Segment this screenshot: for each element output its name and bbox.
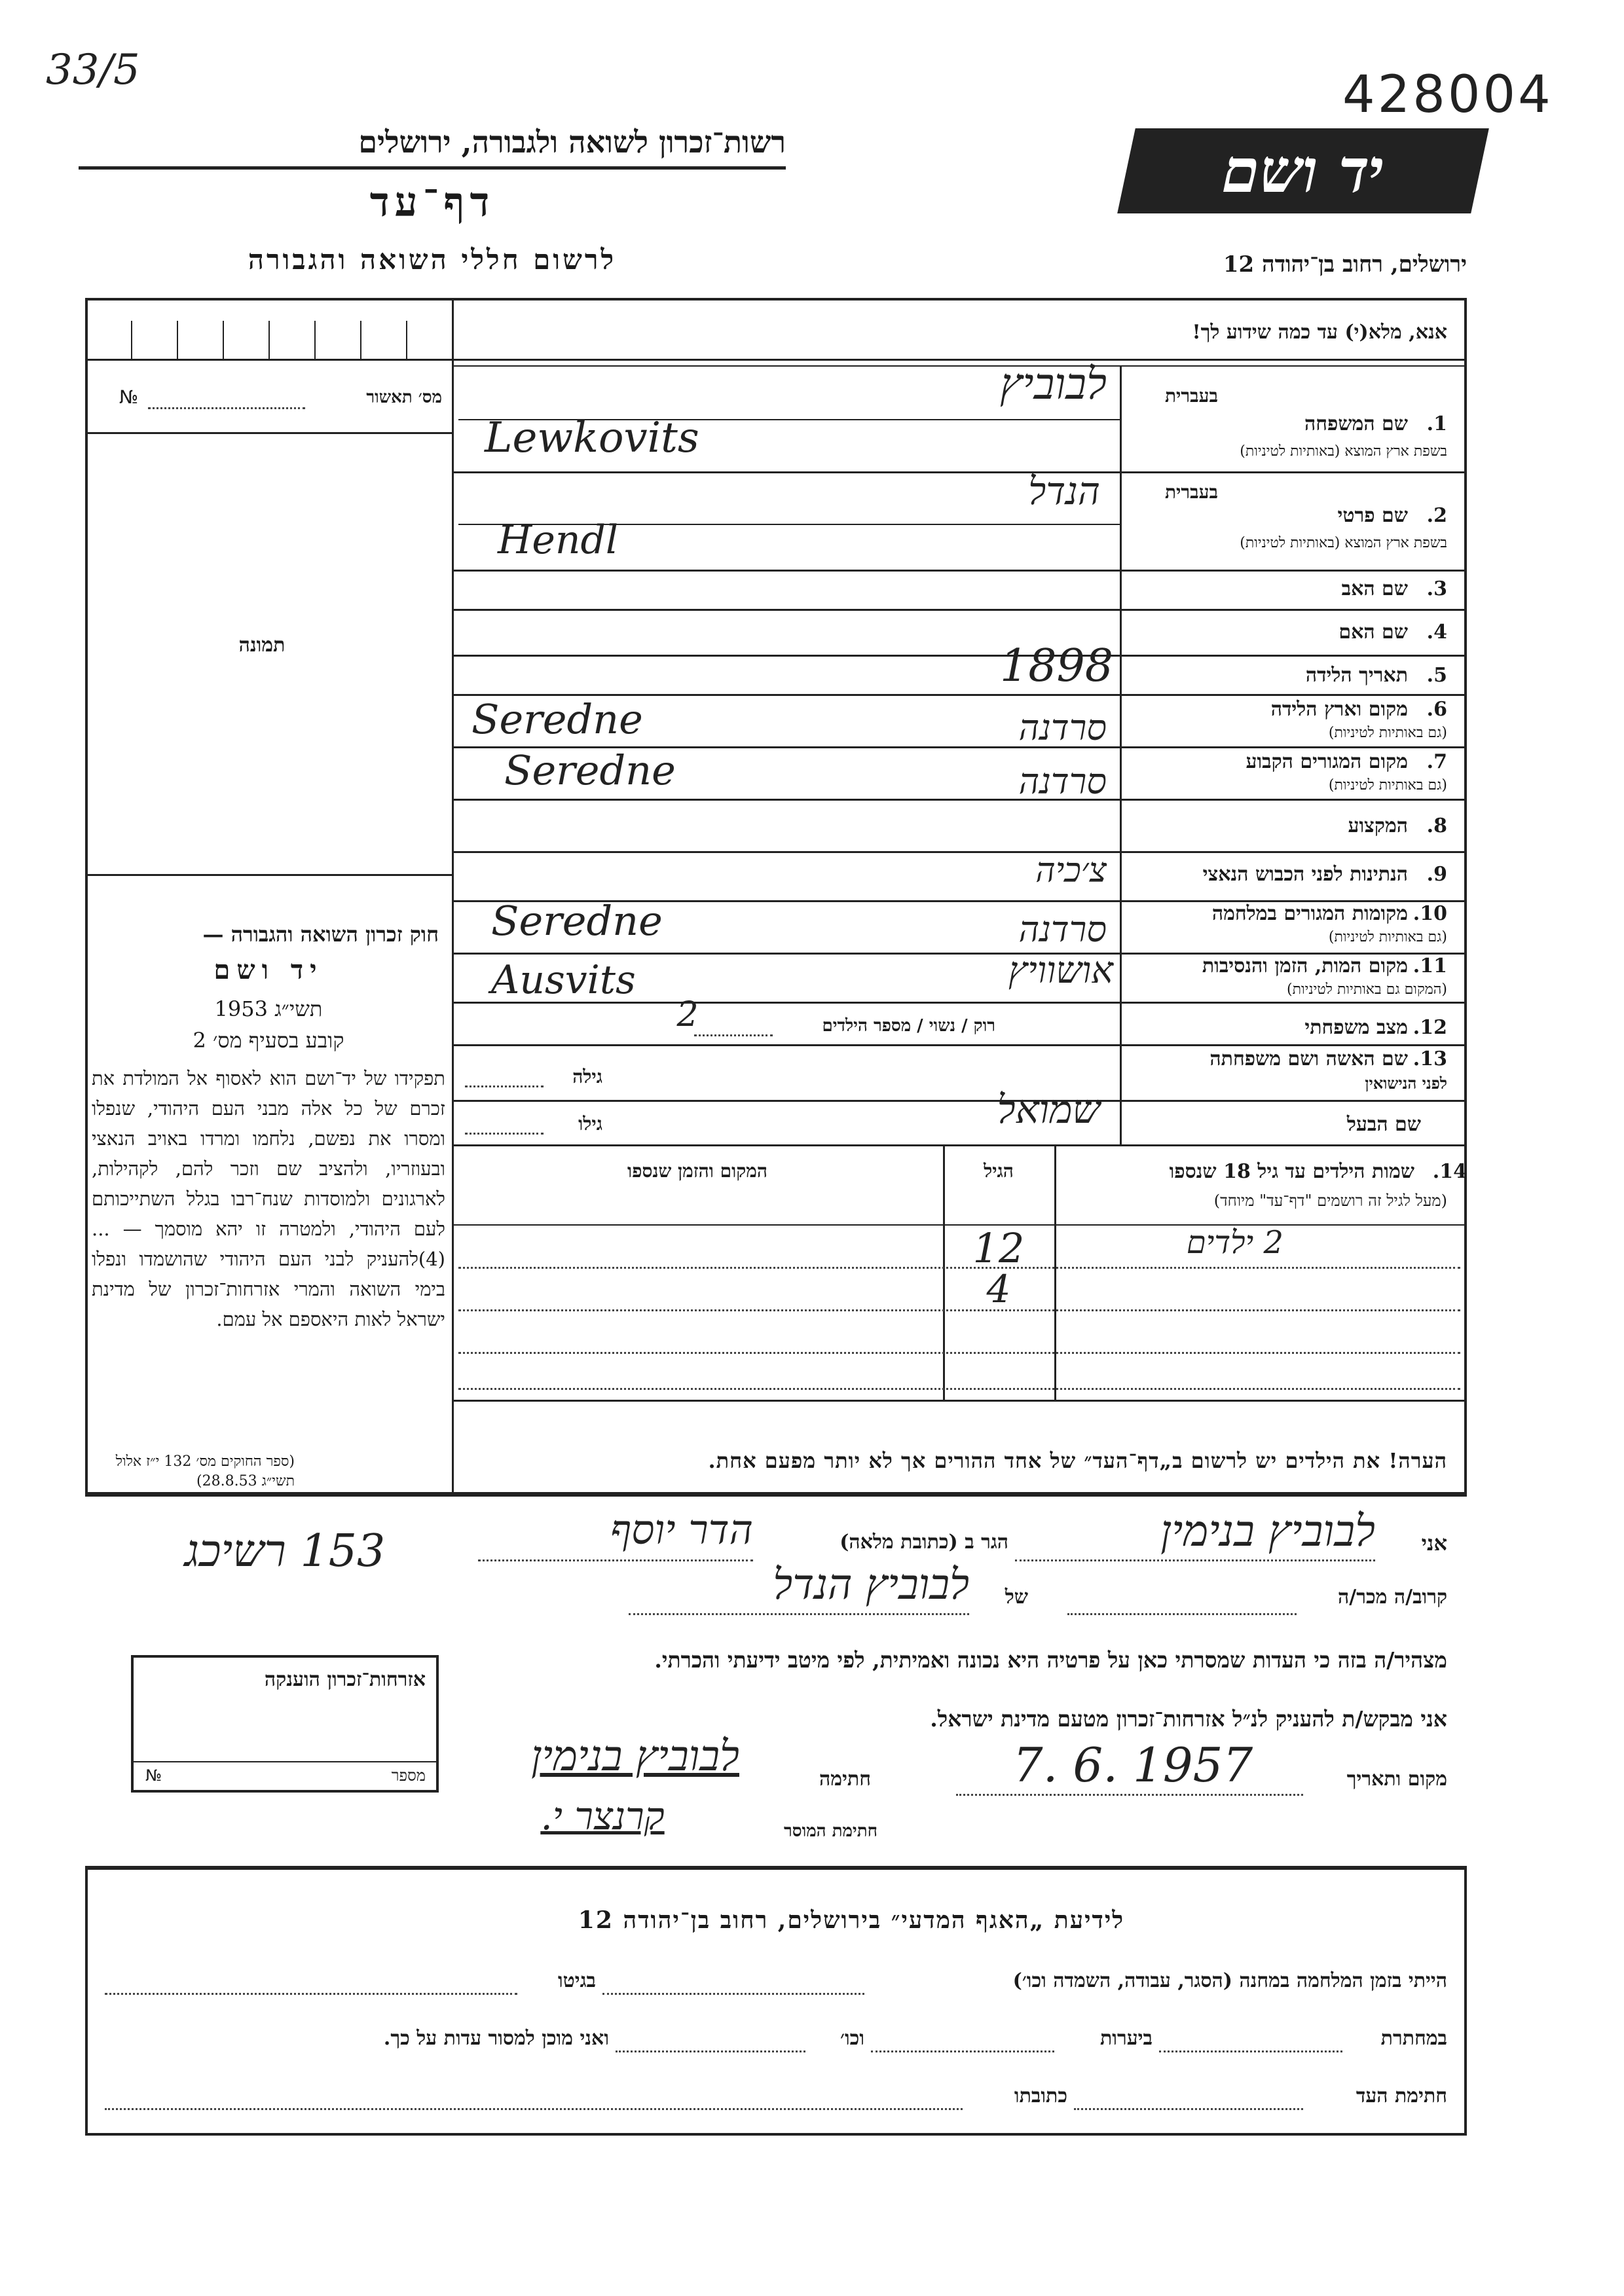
declarant-address-label: הגר ב (כתובת מלאה)	[840, 1531, 1008, 1554]
header-address: ירושלים, רחוב בן־יהודה 12	[1223, 251, 1467, 278]
field-9-label: הנתינות לפני הכבוש הנאצי	[1202, 863, 1408, 886]
field-2-value-latin: Hendl	[498, 517, 619, 563]
declarant-i-label: אני	[1421, 1531, 1447, 1556]
field-2-label: שם פרטי	[1337, 504, 1408, 527]
law-title: חוק זכרון השואה והגבורה —	[202, 922, 439, 947]
relative-name: לבוביץ הנדל	[773, 1561, 969, 1609]
field-13-number: 13.	[1412, 1048, 1447, 1070]
field-10-sub: (גם באותיות לטיניות)	[1328, 929, 1447, 945]
law-yadvashem: יד ושם	[213, 955, 323, 985]
field-1-label: שם המשפחה	[1304, 412, 1408, 435]
footer-line1-end: בגיטו	[557, 1969, 596, 1992]
approval-label: מס׳ תאשור	[366, 388, 442, 407]
law-clause: קובע בסעיף מס׳ 2	[193, 1028, 344, 1053]
field-7-label: מקום המגורים הקבוע	[1246, 750, 1408, 773]
field-3-label: שם האב	[1341, 577, 1408, 600]
field-10-value-latin: Seredne	[491, 897, 663, 945]
field-6-label: מקום וארץ הלידה	[1270, 698, 1408, 721]
footer-address-label: כתובתו	[1014, 2085, 1067, 2107]
footer-line2-start: במחתרת	[1380, 2027, 1447, 2050]
field-5-value: 1898	[999, 640, 1113, 692]
field-10-value-hebrew: סרדנה	[1018, 909, 1107, 950]
field-6-number: 6.	[1426, 698, 1447, 721]
citizenship-number-label: מספר	[391, 1766, 426, 1785]
field-5-label: תאריך הלידה	[1305, 664, 1408, 687]
field-11-sub: (המקום גם באותיות לטיניות)	[1287, 981, 1447, 998]
receiver-signature-label: חתימת המוסר	[784, 1821, 877, 1841]
field-3-number: 3.	[1426, 577, 1447, 600]
field-6-value-latin: Seredne	[471, 695, 643, 743]
field-12-label: מצב משפחתי	[1304, 1016, 1408, 1039]
field-11-value-hebrew: אושוויץ	[1008, 949, 1113, 992]
field-10-number: 10.	[1412, 902, 1447, 925]
field-5-number: 5.	[1426, 664, 1447, 687]
field-2-value-hebrew: הנדל	[1028, 469, 1100, 513]
declarant-address: הדר יוסף	[610, 1506, 753, 1554]
field-9-value: צ׳כיה	[1035, 851, 1107, 890]
husband-name-value: שמואל	[997, 1087, 1100, 1133]
footer-line1-start: הייתי בזמן המלחמה במחנה (הסגר, עבודה, השמדה וכו׳)	[1012, 1969, 1447, 1992]
photo-label: תמונה	[238, 634, 286, 657]
footer-line2-etc: וכו׳	[840, 2027, 864, 2050]
receiver-signature: קרנצר י.	[540, 1794, 665, 1838]
marital-status-options: רוק / נשוי / מספר הילדים	[822, 1016, 995, 1036]
corner-mark: 33/5	[46, 46, 140, 94]
handwritten-note: 153 רשיכג	[184, 1525, 386, 1577]
child-age: 4	[986, 1267, 1011, 1311]
children-label: שמות הילדים עד גיל 18 שנספו	[1169, 1160, 1414, 1183]
yad-vashem-logo: יד ושם	[1117, 128, 1489, 213]
relative-of-label: של	[1005, 1586, 1028, 1609]
children-col-age: הגיל	[984, 1160, 1014, 1182]
approval-no-sign: №	[119, 386, 139, 408]
field-6-value-hebrew: סרדנה	[1018, 707, 1107, 748]
field-8-label: המקצוע	[1348, 814, 1408, 837]
footer-witness-signature-label: חתימת העד	[1356, 2085, 1447, 2107]
org-name: רשות־זכרון לשואה ולגבורה, ירושלים	[358, 124, 786, 160]
field-1-value-hebrew: לבוביץ	[999, 359, 1107, 409]
field-2-sub: בשפת ארץ המוצא (באותיות לטיניות)	[1240, 535, 1447, 551]
instruction: אנא, מלא(י) עד כמה שידוע לך!	[1192, 321, 1447, 344]
citizenship-no-sign: №	[145, 1766, 162, 1785]
field-11-number: 11.	[1412, 955, 1447, 977]
place-date-label: מקום ותאריך	[1346, 1768, 1447, 1791]
field-7-sub: (גם באותיות לטיניות)	[1328, 777, 1447, 793]
field-1-number: 1.	[1426, 412, 1447, 435]
field-9-number: 9.	[1426, 863, 1447, 886]
field-10-label: מקומות המגורים במלחמה	[1211, 902, 1408, 925]
declaration-text: מצהיר/ה בזה כי העדות שמסרתי כאן על פרטיה היא נכונה ואמיתית, לפי מיטב ידיעתי והכרתי.	[654, 1647, 1447, 1673]
field-2-number: 2.	[1426, 504, 1447, 527]
field-13-sub: לפני הנישואין	[1365, 1074, 1447, 1093]
form-subtitle: לרשום חללי השואה והגבורה	[248, 244, 617, 276]
field-7-value-hebrew: סרדנה	[1018, 761, 1107, 802]
field-11-value-latin: Ausvits	[491, 957, 636, 1003]
wife-age-label: גילה	[572, 1066, 602, 1087]
document-number: 428004	[1342, 65, 1553, 124]
children-col-place: המקום והזמן שנספו	[627, 1160, 767, 1182]
law-reference: (ספר החוקים מס׳ 132 י״ז אלול תשי״ג 28.8.53)	[115, 1453, 295, 1489]
request-text: אני מבקש/ת להעניק לנ״ל אזרחות־זכרון מטעם מדינת ישראל.	[930, 1706, 1447, 1732]
field-1-sub: בשפת ארץ המוצא (באותיות לטיניות)	[1240, 443, 1447, 460]
husband-name-label: שם הבעל	[1346, 1113, 1421, 1136]
field-13-label: שם האשה ושם משפחתה	[1209, 1048, 1408, 1070]
footer-line2-forest: ביערות	[1099, 2027, 1153, 2050]
footer-line2-end: ואני מוכן למסור עדות על כך.	[383, 2027, 609, 2050]
declarant-name: לבוביץ בנימין	[1160, 1506, 1375, 1556]
declarant-signature: לבוביץ בנימין	[531, 1732, 739, 1781]
in-hebrew-label-1: בעברית	[1164, 385, 1218, 407]
law-year: תשי״ג 1953	[214, 996, 323, 1021]
field-7-value-latin: Seredne	[504, 746, 676, 794]
field-4-number: 4.	[1426, 621, 1447, 644]
children-note: הערה! את הילדים יש לרשום ב„דף־העד״ של אחד ההורים אך לא יותר מפעם אחת.	[708, 1448, 1447, 1473]
child-name: 2 ילדים	[1186, 1224, 1283, 1261]
field-1-value-latin: Lewkovits	[485, 414, 699, 462]
field-12-number: 12.	[1412, 1016, 1447, 1039]
citizenship-box-title: אזרחות־זכרון הוענקה	[264, 1668, 426, 1691]
law-text: תפקידו של יד־ושם הוא לאסוף אל המולדת את זכרם של כל אלה מבני העם היהודי, שנפלו ומסרו את נפשם, נלחמו ומרדו באויב הנאצי ובעוזריו, ולהציב שם וזכר להם, לקהילות, לארגונים ולמוסדות שנח־רבו בגלל השתייכותם לעם היהודי, ולמטרה זו יהא מוסמך — ...(4)להעניק לבני העם היהודי שהושמדו ונפלו בימי השואה והמרי אזרחות־זכרון של מדינת ישראל לאות היאספם אל עמם.	[92, 1067, 445, 1330]
footer-title: לידיעת „האגף המדעי״ בירושלים, רחוב בן־יהודה 12	[578, 1906, 1125, 1934]
field-8-number: 8.	[1426, 814, 1447, 837]
relative-label: קרוב/ה מכר/ה	[1338, 1586, 1447, 1609]
form-title: דף־עד	[369, 178, 495, 226]
in-hebrew-label-2: בעברית	[1164, 481, 1218, 503]
field-11-label: מקום המות, הזמן והנסיבות	[1202, 955, 1408, 977]
husband-age-label: גילו	[578, 1113, 602, 1135]
signature-label: חתימה	[819, 1768, 871, 1791]
field-4-label: שם האם	[1338, 621, 1408, 644]
child-age: 12	[972, 1224, 1025, 1272]
field-6-sub: (גם באותיות לטיניות)	[1328, 725, 1447, 741]
field-7-number: 7.	[1426, 750, 1447, 773]
place-date-value: 7. 6. 1957	[1012, 1738, 1253, 1793]
children-sub: (מעל לגיל זה רושמים "דף־עד" מיוחד)	[1213, 1192, 1447, 1210]
children-count: 2	[676, 995, 699, 1034]
field-14-number: 14.	[1432, 1160, 1467, 1183]
